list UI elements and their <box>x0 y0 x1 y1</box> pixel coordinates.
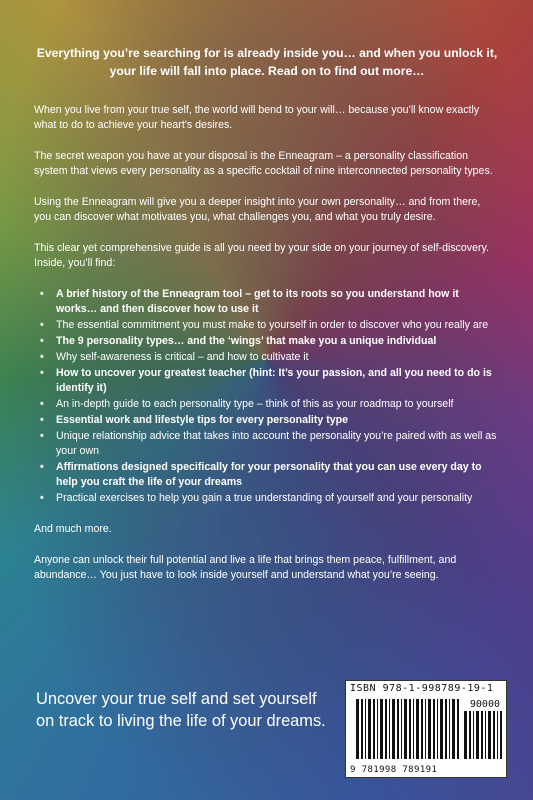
list-item: • Essential work and lifestyle tips for every personality type <box>46 413 500 428</box>
list-item: • Why self-awareness is critical – and how to cultivate it <box>46 350 500 365</box>
list-item: • Practical exercises to help you gain a true understanding of yourself and your personality <box>46 491 500 506</box>
tagline: Uncover your true self and set yourself on track to living the life of your dreams. <box>36 690 326 731</box>
barcode-bars <box>356 699 460 759</box>
list-item: • A brief history of the Enneagram tool – get to its roots so you understand how it works… and then discover how to use it <box>46 287 500 317</box>
feature-list <box>34 287 500 506</box>
closing-1: And much more. <box>34 523 112 536</box>
closing-2: Anyone can unlock their full potential and live a life that brings them peace, fulfillment, and abundance… You just have to look inside yourself and understand what you’re seeing. <box>34 554 457 582</box>
paragraph-1: When you live from your true self, the world will bend to your will… because you’ll know exactly what to do to achieve your heart’s desires. <box>34 103 480 131</box>
headline: Everything you’re searching for is already inside you… and when you unlock it, your life will fall into place. Read on to find out more… <box>36 46 498 79</box>
list-item: • Unique relationship advice that takes into account the personality you’re paired with as well as your own <box>46 429 500 459</box>
barcode-digits: 9 781998 789191 <box>350 765 438 775</box>
list-item: • Affirmations designed specifically for your personality that you can use every day to help you craft the life of your dreams <box>46 460 500 490</box>
isbn-label: ISBN 978-1-998789-19-1 <box>350 683 494 694</box>
price-code: 90000 <box>469 699 500 710</box>
paragraph-3: Using the Enneagram will give you a deeper insight into your own personality… and from there, you can discover what motivates you, what challenges you, and what you truly desire. <box>34 195 481 223</box>
list-item: • How to uncover your greatest teacher (hint: It’s your passion, and all you need to do is identify it) <box>46 366 500 396</box>
back-cover-text <box>34 30 500 599</box>
list-item: • The essential commitment you must make to yourself in order to discover who you really are <box>46 318 500 333</box>
barcode-addon-bars <box>464 711 502 759</box>
paragraph-4: This clear yet comprehensive guide is all you need by your side on your journey of self-discovery. Inside, you’ll find: <box>34 241 489 269</box>
isbn-barcode <box>345 680 507 778</box>
paragraph-2: The secret weapon you have at your disposal is the Enneagram – a personality classification system that views every personality as a specific cocktail of nine interconnected personality types. <box>34 149 493 177</box>
list-item: • The 9 personality types… and the ‘wings’ that make you a unique individual <box>46 334 500 349</box>
list-item: • An in-depth guide to each personality type – think of this as your roadmap to yourself <box>46 397 500 412</box>
